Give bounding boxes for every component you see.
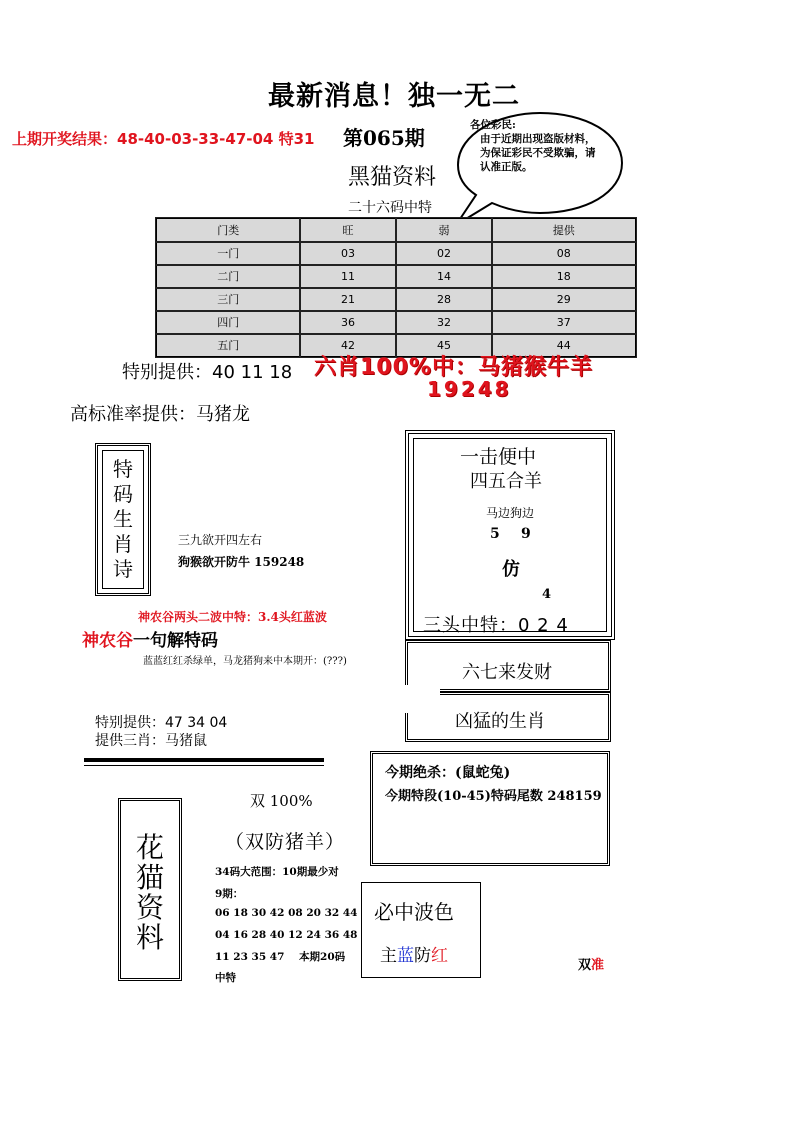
table-cell: 四门: [156, 311, 300, 334]
one-hit-number: 9: [521, 526, 531, 542]
one-hit-side: 马边狗边: [486, 506, 535, 520]
six-seven-text: 六七来发财: [462, 662, 552, 683]
table-cell: 32: [396, 311, 492, 334]
range-line: 34码大范围：10期最少对: [215, 866, 339, 878]
table-cell: 03: [300, 242, 396, 265]
range-line: 11 23 35 47 本期20码: [215, 951, 346, 963]
poem-line: 三九欲开四左右: [178, 533, 263, 547]
double-accurate-red: 准: [591, 958, 605, 973]
range-line: 9期：: [215, 888, 244, 900]
flower-cat-label: 花猫资料: [135, 831, 164, 954]
notice-bubble: [470, 118, 605, 174]
shennong-title-red: 神农谷: [82, 631, 133, 651]
last-result-text: 上期开奖结果：48-40-03-33-47-04 特31: [12, 130, 315, 148]
six-zodiac-number: 19248: [427, 377, 512, 401]
range-line: 06 18 30 42 08 20 32 44: [215, 907, 358, 919]
table-header: 门类: [156, 218, 300, 242]
six-zodiac-banner: 六肖100%中：马猪猴牛羊: [314, 355, 593, 380]
table-cell: 三门: [156, 288, 300, 311]
page-title: 最新消息！独一无二: [268, 81, 520, 112]
shennong-body: 蓝蓝红红杀绿单，马龙猪狗来中本期开：(???): [143, 656, 347, 667]
notice-greeting: 各位彩民:: [470, 119, 516, 131]
table-row: [156, 242, 636, 265]
shennong-note: 神农谷两头二波中特：3.4头红蓝波: [138, 610, 327, 624]
code-table: [155, 217, 637, 358]
one-hit-fang: 仿: [502, 559, 520, 580]
document-name: 黑猫资料: [348, 165, 437, 190]
table-cell: 二门: [156, 265, 300, 288]
one-hit-number: 4: [542, 587, 552, 602]
one-hit-number: 5: [490, 526, 500, 542]
poem-label: 特码生肖诗: [113, 457, 133, 581]
divider: [84, 758, 324, 762]
issue-number: 第065期: [343, 126, 425, 150]
wave-color-title: 必中波色: [374, 900, 454, 924]
one-hit-zodiac: 四五合羊: [470, 471, 542, 492]
shennong-title: [82, 626, 218, 651]
double-100-text: 双 100%: [250, 792, 313, 810]
frame-gap: [400, 685, 440, 713]
table-cell: 一门: [156, 242, 300, 265]
table-caption: 二十六码中特: [348, 200, 432, 216]
extra-provide-text: 特别提供：47 34 04: [95, 715, 228, 731]
wave-guard: 防: [414, 946, 431, 966]
shennong-title-black: 一句解特码: [133, 631, 218, 651]
table-row: [156, 288, 636, 311]
range-line: 中特: [215, 972, 236, 984]
kill-line: 今期绝杀：(鼠蛇兔): [385, 765, 511, 781]
table-header: 旺: [300, 218, 396, 242]
table-cell: 02: [396, 242, 492, 265]
three-head-text: 三头中特：0 2 4: [423, 615, 569, 636]
divider: [84, 765, 324, 766]
table-cell: 29: [492, 288, 636, 311]
notice-body: 由于近期出现盗版材料，为保证彩民不受欺骗，请认准正版。: [480, 133, 596, 173]
table-row: [156, 311, 636, 334]
kill-line: 今期特段(10-45)特码尾数 248159: [385, 789, 602, 804]
table-cell: 44: [492, 334, 636, 358]
table-cell: 28: [396, 288, 492, 311]
table-cell: 18: [492, 265, 636, 288]
table-cell: 36: [300, 311, 396, 334]
table-row: [156, 265, 636, 288]
table-cell: 08: [492, 242, 636, 265]
poem-line: 狗猴欲开防牛 159248: [178, 555, 305, 569]
table-cell: 21: [300, 288, 396, 311]
wave-red: 红: [431, 946, 448, 966]
double-accurate-text: [578, 954, 604, 973]
table-cell: 11: [300, 265, 396, 288]
table-header: 提供: [492, 218, 636, 242]
table-cell: 42: [300, 334, 396, 358]
one-hit-title: 一击便中: [460, 446, 537, 468]
table-cell: 37: [492, 311, 636, 334]
double-guard-text: （双防猪羊）: [225, 831, 346, 853]
high-accuracy-text: 高标准率提供：马猪龙: [70, 404, 250, 425]
fierce-zodiac-text: 凶猛的生肖: [455, 711, 545, 732]
wave-blue: 蓝: [397, 946, 414, 966]
double-accurate-black: 双: [578, 958, 592, 973]
special-provide-text: 特别提供：40 11 18: [122, 362, 293, 383]
wave-color-line: [380, 941, 448, 966]
wave-main: 主: [380, 946, 397, 966]
table-header-row: [156, 218, 636, 242]
table-cell: 14: [396, 265, 492, 288]
three-zodiac-text: 提供三肖：马猪鼠: [95, 733, 207, 749]
table-cell: 45: [396, 334, 492, 358]
table-header: 弱: [396, 218, 492, 242]
table-cell: 五门: [156, 334, 300, 358]
range-line: 04 16 28 40 12 24 36 48: [215, 929, 358, 941]
